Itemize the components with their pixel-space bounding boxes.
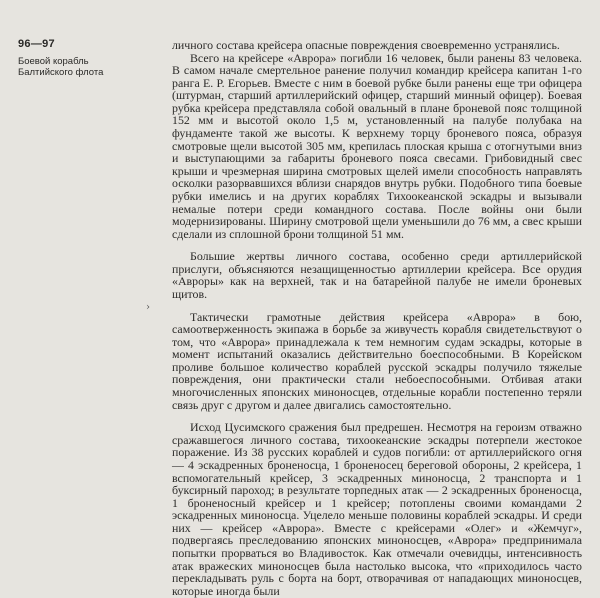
page-header	[18, 38, 158, 78]
paragraph-5: Исход Цусимского сражения был предрешен. Несмотря на героизм отважно сражавшегося личного состава, тихоокеанские эскадры потерпели жестокое поражение. Из 38 русских кораблей и судов погибли: от артиллерийского огня — 4 эскадренных броненосца, 1 броненосец береговой обороны, 2 крейсера, 1 вспомогательный крейсер, 3 эскадренных миноносца, 2 транспорта и 1 буксирный пароход; в результате торпедных атак — 2 эскадренных броненосца, 1 броненосный крейсер и 1 крейсер; потоплены своими командами 2 эскадренных миноносца. Уцелело меньше половины кораблей эскадры. И среди них — крейсер «Аврора». Вместе с крейсерами «Олег» и «Жемчуг», подвергаясь преследованию японских миноносцев, «Аврора» предпринимала попытки прорваться во Владивосток. Как отмечали очевидцы, интенсивность атак вражеских миноносцев была настолько высока, что «приходилось часто перекладывать руль с борта на борт, отворачивая от нападающих миноносцев, которые иногда были	[172, 420, 582, 598]
main-text-column	[172, 39, 582, 597]
paragraph-2: Всего на крейсере «Аврора» погибли 16 человек, были ранены 83 человека. В самом начале смертельное ранение получил командир крейсера капитан 1-го ранга Е. Р. Егорьев. Вместе с ним в боевой рубке были ранены еще три офицера (штурман, старший артиллерийский офицер, старший минный офицер). Боевая рубка крейсера представляла собой овальный в плане броневой пояс толщиной 152 мм и высотой около 1,5 м, установленный на палубе полубака на фундаменте такой же высоты. К верхнему торцу броневого пояса, образуя смотровые щели высотой 305 мм, крепилась плоская крыша с отогнутыми вниз и выступающими за габариты броневого пояса свесами. Грибовидный свес крыши и чрезмерная ширина смотровых щелей имели способность направлять осколки разорвавшихся вблизи снарядов внутрь рубки. Подобного типа боевые рубки имелись и на других кораблях Тихоокеанской эскадры и вызывали немалые потери среди командного состава. После войны они были модернизированы. Ширину смотровой щели уменьшили до 76 мм, а свес крыши сделали из сплошной брони толщиной 51 мм.	[172, 50, 582, 241]
section-title-line1: Боевой корабль	[18, 56, 89, 67]
page-numbers: 96—97	[18, 38, 55, 50]
margin-mark: ›	[146, 302, 150, 313]
paragraph-3: Большие жертвы личного состава, особенно среди артиллерийской прислуги, объясняются незащищенностью артиллерии крейсера. Все орудия «Авроры» как на верхней, так и на батарейной палубе не имели броневых щитов.	[172, 249, 582, 301]
paragraph-4: Тактически грамотные действия крейсера «Аврора» в бою, самоотверженность экипажа в борьбе за живучесть корабля свидетельствуют о том, что «Аврора» принадлежала к тем немногим судам эскадры, которые в момент испытаний оказались действительно боеспособными. В Корейском проливе большое количество кораблей русской эскадры получило тяжелые повреждения, они практически стали небоеспособными. Отбивая атаки многочисленных японских миноносцев, отдельные корабли постепенно теряли связь друг с другом и далее двигались самостоятельно.	[172, 309, 582, 412]
section-title-line2: Балтийского флота	[18, 67, 104, 78]
paragraph-1: личного состава крейсера опасные повреждения своевременно устранялись.	[172, 38, 560, 52]
